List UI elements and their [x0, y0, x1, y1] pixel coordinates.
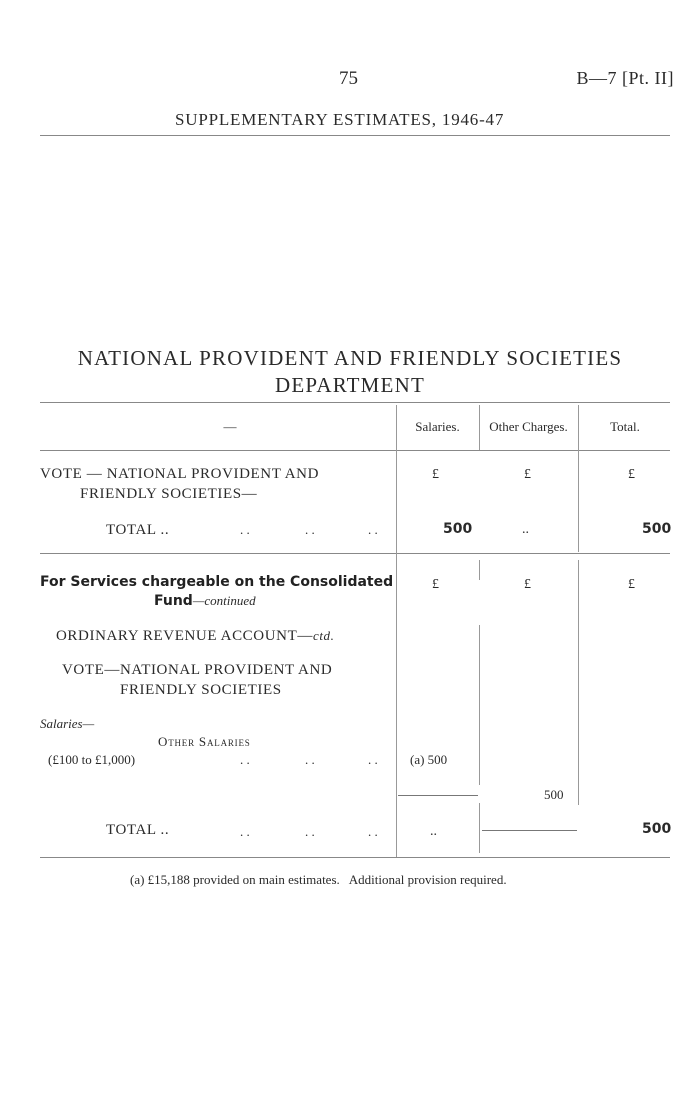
- detail-currency-total: £: [628, 577, 635, 592]
- salary-range-label: (£100 to £1,000): [48, 752, 136, 767]
- table-bottom-rule: [40, 857, 670, 858]
- header-total: Total.: [610, 419, 640, 434]
- detail-total-dots: . .: [305, 824, 315, 839]
- services-continued-label: —continued: [192, 593, 256, 608]
- detail-vote-line2: FRIENDLY SOCIETIES: [120, 682, 282, 698]
- column-divider-other-c: [479, 803, 480, 853]
- other-total-rule: [482, 830, 577, 831]
- account-heading: [56, 628, 335, 645]
- detail-vote-line1: VOTE—NATIONAL PROVIDENT AND: [62, 662, 333, 678]
- footnote: (a) £15,188 provided on main estimates. Additional provision required.: [130, 872, 507, 887]
- column-divider-other-b: [479, 625, 480, 785]
- account-suffix: ctd.: [312, 628, 335, 643]
- salaries-subheading: Salaries—: [40, 716, 95, 731]
- summary-vote-line2: FRIENDLY SOCIETIES—: [80, 486, 258, 502]
- detail-total-value: 500: [642, 821, 672, 837]
- summary-salaries-value: 500: [443, 521, 473, 537]
- detail-total-label: TOTAL ..: [106, 822, 170, 838]
- header-rule: [40, 135, 670, 136]
- detail-total-dots: . .: [368, 824, 378, 839]
- detail-currency-salaries: £: [432, 577, 439, 592]
- summary-currency-total: £: [628, 467, 635, 482]
- detail-currency-other: £: [524, 577, 531, 592]
- header-description: —: [223, 419, 237, 434]
- detail-leader-dots: . .: [368, 752, 378, 767]
- detail-total-dots: . .: [240, 824, 250, 839]
- header-bottom-rule: [40, 450, 670, 451]
- header-other-charges: Other Charges.: [489, 419, 568, 434]
- detail-leader-dots: . .: [305, 752, 315, 767]
- other-subtotal-value: 500: [544, 787, 564, 802]
- salary-amount-note: (a) 500: [410, 752, 448, 767]
- services-heading-line1: For Services chargeable on the Consolidated: [40, 574, 394, 590]
- services-heading-line2: [154, 592, 256, 610]
- summary-leader-dots: . .: [240, 522, 250, 537]
- summary-total-label: TOTAL ..: [106, 522, 170, 538]
- salaries-subtotal-rule: [398, 795, 478, 796]
- running-title: SUPPLEMENTARY ESTIMATES, 1946-47: [175, 110, 505, 129]
- summary-leader-dots: . .: [368, 522, 378, 537]
- services-fund-label: Fund: [154, 593, 193, 609]
- section-divider-rule: [40, 553, 670, 554]
- column-divider-other-a: [479, 560, 480, 580]
- summary-vote-line1: VOTE — NATIONAL PROVIDENT AND: [40, 466, 320, 482]
- department-title: NATIONAL PROVIDENT AND FRIENDLY SOCIETIES DEPARTMENT: [77, 346, 623, 397]
- column-divider-total-bottom: [578, 560, 579, 805]
- summary-total-value: 500: [642, 521, 672, 537]
- detail-leader-dots: . .: [240, 752, 250, 767]
- column-divider-salaries: [396, 405, 397, 857]
- summary-leader-dots: . .: [305, 522, 315, 537]
- page-number: 75: [339, 68, 358, 89]
- document-reference: B—7 [Pt. II]: [576, 68, 674, 88]
- header-salaries: Salaries.: [415, 419, 460, 434]
- other-salaries-label: Other Salaries: [158, 734, 251, 749]
- column-divider-total-top: [578, 405, 579, 552]
- account-label: ORDINARY REVENUE ACCOUNT—: [56, 628, 313, 644]
- summary-currency-salaries: £: [432, 467, 439, 482]
- detail-salaries-total: ..: [430, 824, 437, 839]
- table-top-rule: [40, 402, 670, 403]
- summary-other-value: ..: [522, 522, 529, 537]
- summary-currency-other: £: [524, 467, 531, 482]
